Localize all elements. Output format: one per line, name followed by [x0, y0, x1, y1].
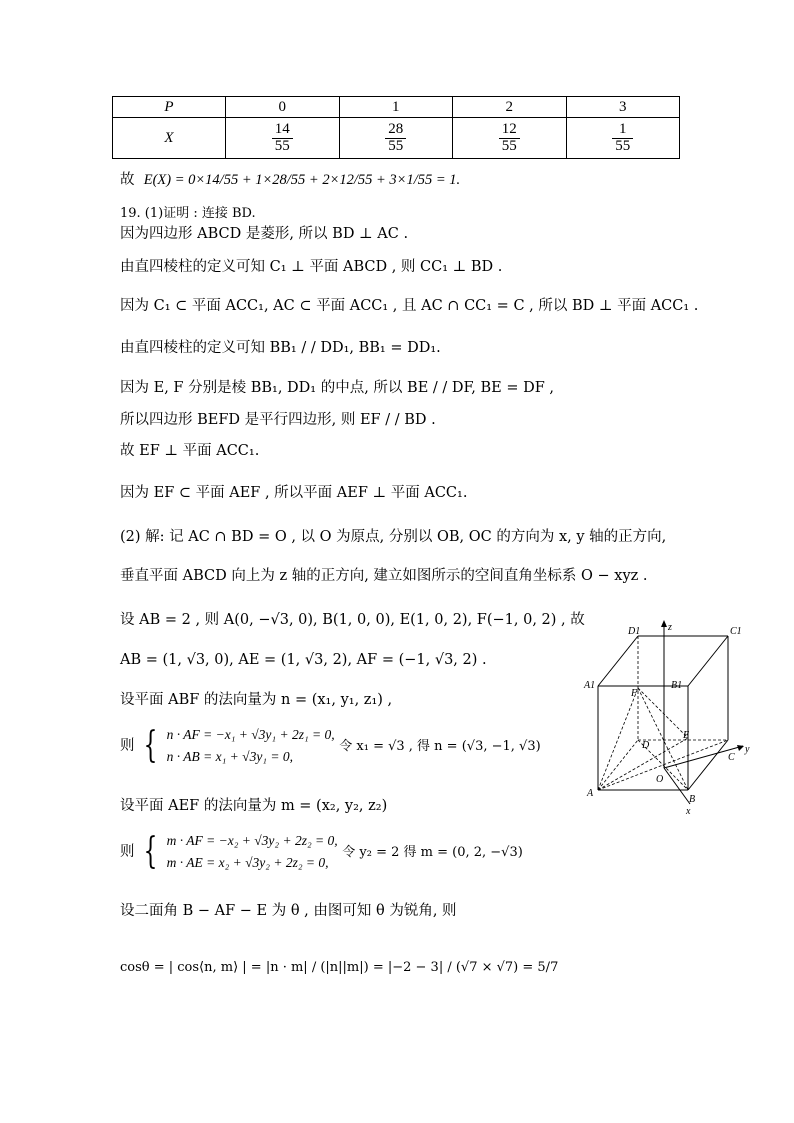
label-d: D [642, 740, 650, 751]
proof-line-4: 由直四棱柱的定义可知 BB₁ / / DD₁, BB₁ = DD₁. [120, 340, 441, 356]
proof-line-3: 因为 C₁ ⊂ 平面 ACC₁, AC ⊂ 平面 ACC₁ , 且 AC ∩ CC₁ = C , 所以 BD ⊥ 平面 ACC₁ . [120, 298, 699, 314]
table-cell: 2 [453, 97, 567, 118]
label-e: E [683, 730, 690, 741]
proof-line-6: 所以四边形 BEFD 是平行四边形, 则 EF / / BD . [120, 412, 436, 428]
label-b: B [689, 794, 696, 805]
expectation-line: 故 E(X) = 0×14/55 + 1×28/55 + 2×12/55 + 3×1/55 = 1. [120, 172, 461, 188]
proof-line-2: 由直四棱柱的定义可知 C₁ ⊥ 平面 ABCD , 则 CC₁ ⊥ BD . [120, 259, 503, 275]
label-x: x [686, 806, 691, 817]
proof-line-1: 因为四边形 ABCD 是菱形, 所以 BD ⊥ AC . [120, 226, 409, 242]
proof-line-8: 因为 EF ⊂ 平面 AEF , 所以平面 AEF ⊥ 平面 ACC₁. [120, 485, 468, 501]
normal-n-line: 设平面 ABF 的法向量为 n = (x₁, y₁, z₁) , [120, 692, 393, 708]
label-b1: B1 [671, 680, 683, 691]
table-header-p: P [113, 97, 226, 118]
label-z: z [668, 622, 672, 633]
part2-line-3: 设 AB = 2 , 则 A(0, −√3, 0), B(1, 0, 0), E(1, 0, 2), F(−1, 0, 2) , 故 [120, 612, 585, 628]
table-header-x: X [113, 118, 226, 159]
label-c: C [728, 752, 735, 763]
question-19-heading: 19. (1)证明 : 连接 BD. [120, 206, 256, 221]
label-a: A [587, 788, 594, 799]
dihedral-line: 设二面角 B − AF − E 为 θ , 由图可知 θ 为锐角, 则 [120, 903, 457, 919]
table-cell: $\frac{1}{55}$ [566, 118, 680, 159]
distribution-table [112, 96, 680, 159]
system-2: 则 { m · AF = −x₂ + √3y₂ + 2z₂ = 0, m · AE = x₂ + √3y₂ + 2z₂ = 0, 令 y₂ = 2 得 m = (0, 2, −√3) [120, 831, 523, 872]
system-1: 则 { n · AF = −x₁ + √3y₁ + 2z₁ = 0, n · AB = x₁ + √3y₁ = 0, 令 x₁ = √3 , 得 n = (√3, −1, √3) [120, 725, 541, 766]
vector-line: AB = (1, √3, 0), AE = (1, √3, 2), AF = (−1, √3, 2) . [120, 652, 487, 668]
cosine-result: cosθ = | cos⟨n, m⟩ | = |n · m| / (|n||m|) = |−2 − 3| / (√7 × √7) = 5/7 [120, 960, 559, 975]
normal-m-line: 设平面 AEF 的法向量为 m = (x₂, y₂, z₂) [120, 798, 388, 814]
table-cell: 0 [226, 97, 340, 118]
label-a1: A1 [584, 680, 596, 691]
proof-line-5: 因为 E, F 分别是棱 BB₁, DD₁ 的中点, 所以 BE / / DF, BE = DF , [120, 380, 555, 396]
table-cell: 3 [566, 97, 680, 118]
part2-line-1: (2) 解: 记 AC ∩ BD = O , 以 O 为原点, 分别以 OB, OC 的方向为 x, y 轴的正方向, [120, 529, 667, 545]
label-y: y [745, 744, 750, 755]
table-cell: $\frac{28}{55}$ [339, 118, 453, 159]
table-cell: 1 [339, 97, 453, 118]
prism-figure [578, 618, 758, 818]
label-f: F [631, 688, 638, 699]
label-o: O [656, 774, 664, 785]
part2-line-2: 垂直平面 ABCD 向上为 z 轴的正方向, 建立如图所示的空间直角坐标系 O − xyz . [120, 568, 648, 584]
proof-line-7: 故 EF ⊥ 平面 ACC₁. [120, 443, 260, 459]
table-cell: $\frac{12}{55}$ [453, 118, 567, 159]
label-d1: D1 [628, 626, 641, 637]
table-cell: $\frac{14}{55}$ [226, 118, 340, 159]
label-c1: C1 [730, 626, 742, 637]
